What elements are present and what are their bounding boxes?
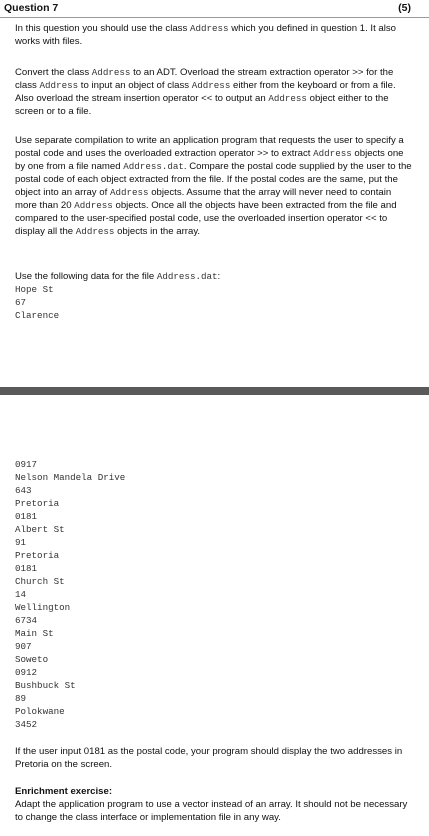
data-line: Hope St (15, 284, 54, 295)
data-line: Polokwane (15, 706, 65, 717)
enrichment-text: Adapt the application program to use a vector instead of an array. It should not be necessary to change the class interface or implementation file in any way. (15, 799, 408, 823)
class-name-code: Address (75, 226, 115, 237)
data-line: 0181 (15, 511, 38, 522)
text: objects in the array. (114, 226, 201, 237)
text: Convert the class (15, 67, 92, 78)
text: . Compare the postal code supplied by the user to the postal code of each object extracted from the file. If the postal codes are the same, put the object into an array of (15, 161, 412, 198)
text: : (217, 271, 221, 282)
class-name-code: Address (189, 23, 229, 34)
data-listing-part1 (15, 283, 59, 322)
text: objects one by one from a file named (15, 148, 404, 172)
class-name-code: Address (39, 80, 79, 91)
question-header (0, 0, 429, 18)
data-line: Wellington (15, 602, 71, 613)
data-line: Pretoria (15, 498, 60, 509)
data-line: 907 (15, 641, 32, 652)
class-name-code: Address (109, 187, 149, 198)
data-line: 0181 (15, 563, 38, 574)
adt-paragraph (15, 66, 415, 118)
enrichment-title: Enrichment exercise: (15, 786, 113, 797)
data-line: 67 (15, 297, 27, 308)
question-title: Question 7 (4, 2, 59, 14)
data-line: 643 (15, 485, 32, 496)
application-paragraph (15, 134, 415, 238)
data-line: 0912 (15, 667, 38, 678)
data-line: 6734 (15, 615, 38, 626)
intro-text: In this question you should use the class (15, 23, 190, 34)
data-line: 0917 (15, 459, 38, 470)
text: either from the keyboard or from a file. Also overload the stream insertion operator << to output an (15, 80, 396, 104)
data-line: Main St (15, 628, 54, 639)
text: object either to the screen or to a file. (15, 93, 389, 117)
file-name-code: Address.dat (156, 271, 218, 282)
class-name-code: Address (91, 67, 131, 78)
data-line: Church St (15, 576, 65, 587)
data-line: Albert St (15, 524, 65, 535)
intro-paragraph (15, 22, 415, 48)
question-marks: (5) (398, 2, 411, 14)
data-line: 3452 (15, 719, 38, 730)
document-page-1 (0, 0, 429, 387)
data-line: Pretoria (15, 550, 60, 561)
data-listing-part2 (15, 458, 125, 731)
text: to input an object of class (78, 80, 192, 91)
data-line: 89 (15, 693, 27, 704)
data-line: 14 (15, 589, 27, 600)
text: to an ADT. Overload the stream extraction operator >> for the class (15, 67, 394, 91)
data-line: Bushbuck St (15, 680, 76, 691)
data-line: Soweto (15, 654, 49, 665)
data-line: 91 (15, 537, 27, 548)
data-line: Nelson Mandela Drive (15, 472, 126, 483)
file-name-code: Address.dat (123, 161, 184, 172)
intro-text: which you defined in question 1. It also works with files. (15, 23, 397, 47)
page-divider (0, 387, 429, 395)
text: Use the following data for the file (15, 271, 157, 282)
class-name-code: Address (74, 200, 113, 211)
class-name-code: Address (191, 80, 231, 91)
data-line: Clarence (15, 310, 60, 321)
class-name-code: Address (313, 148, 352, 159)
text: Use separate compilation to write an application program that requests the user to specify a postal code and uses the overloaded extraction operator >> to extract (15, 135, 404, 159)
class-name-code: Address (268, 93, 307, 104)
text: objects. Assume that the array will never need to contain more than 20 (15, 187, 392, 211)
data-intro (15, 270, 415, 283)
text: objects. Once all the objects have been extracted from the file and compared to the user-specified postal code, use the overloaded insertion operator << to display all the (15, 200, 397, 237)
result-paragraph: If the user input 0181 as the postal code, your program should display the two addresses in Pretoria on the screen. (15, 746, 403, 770)
